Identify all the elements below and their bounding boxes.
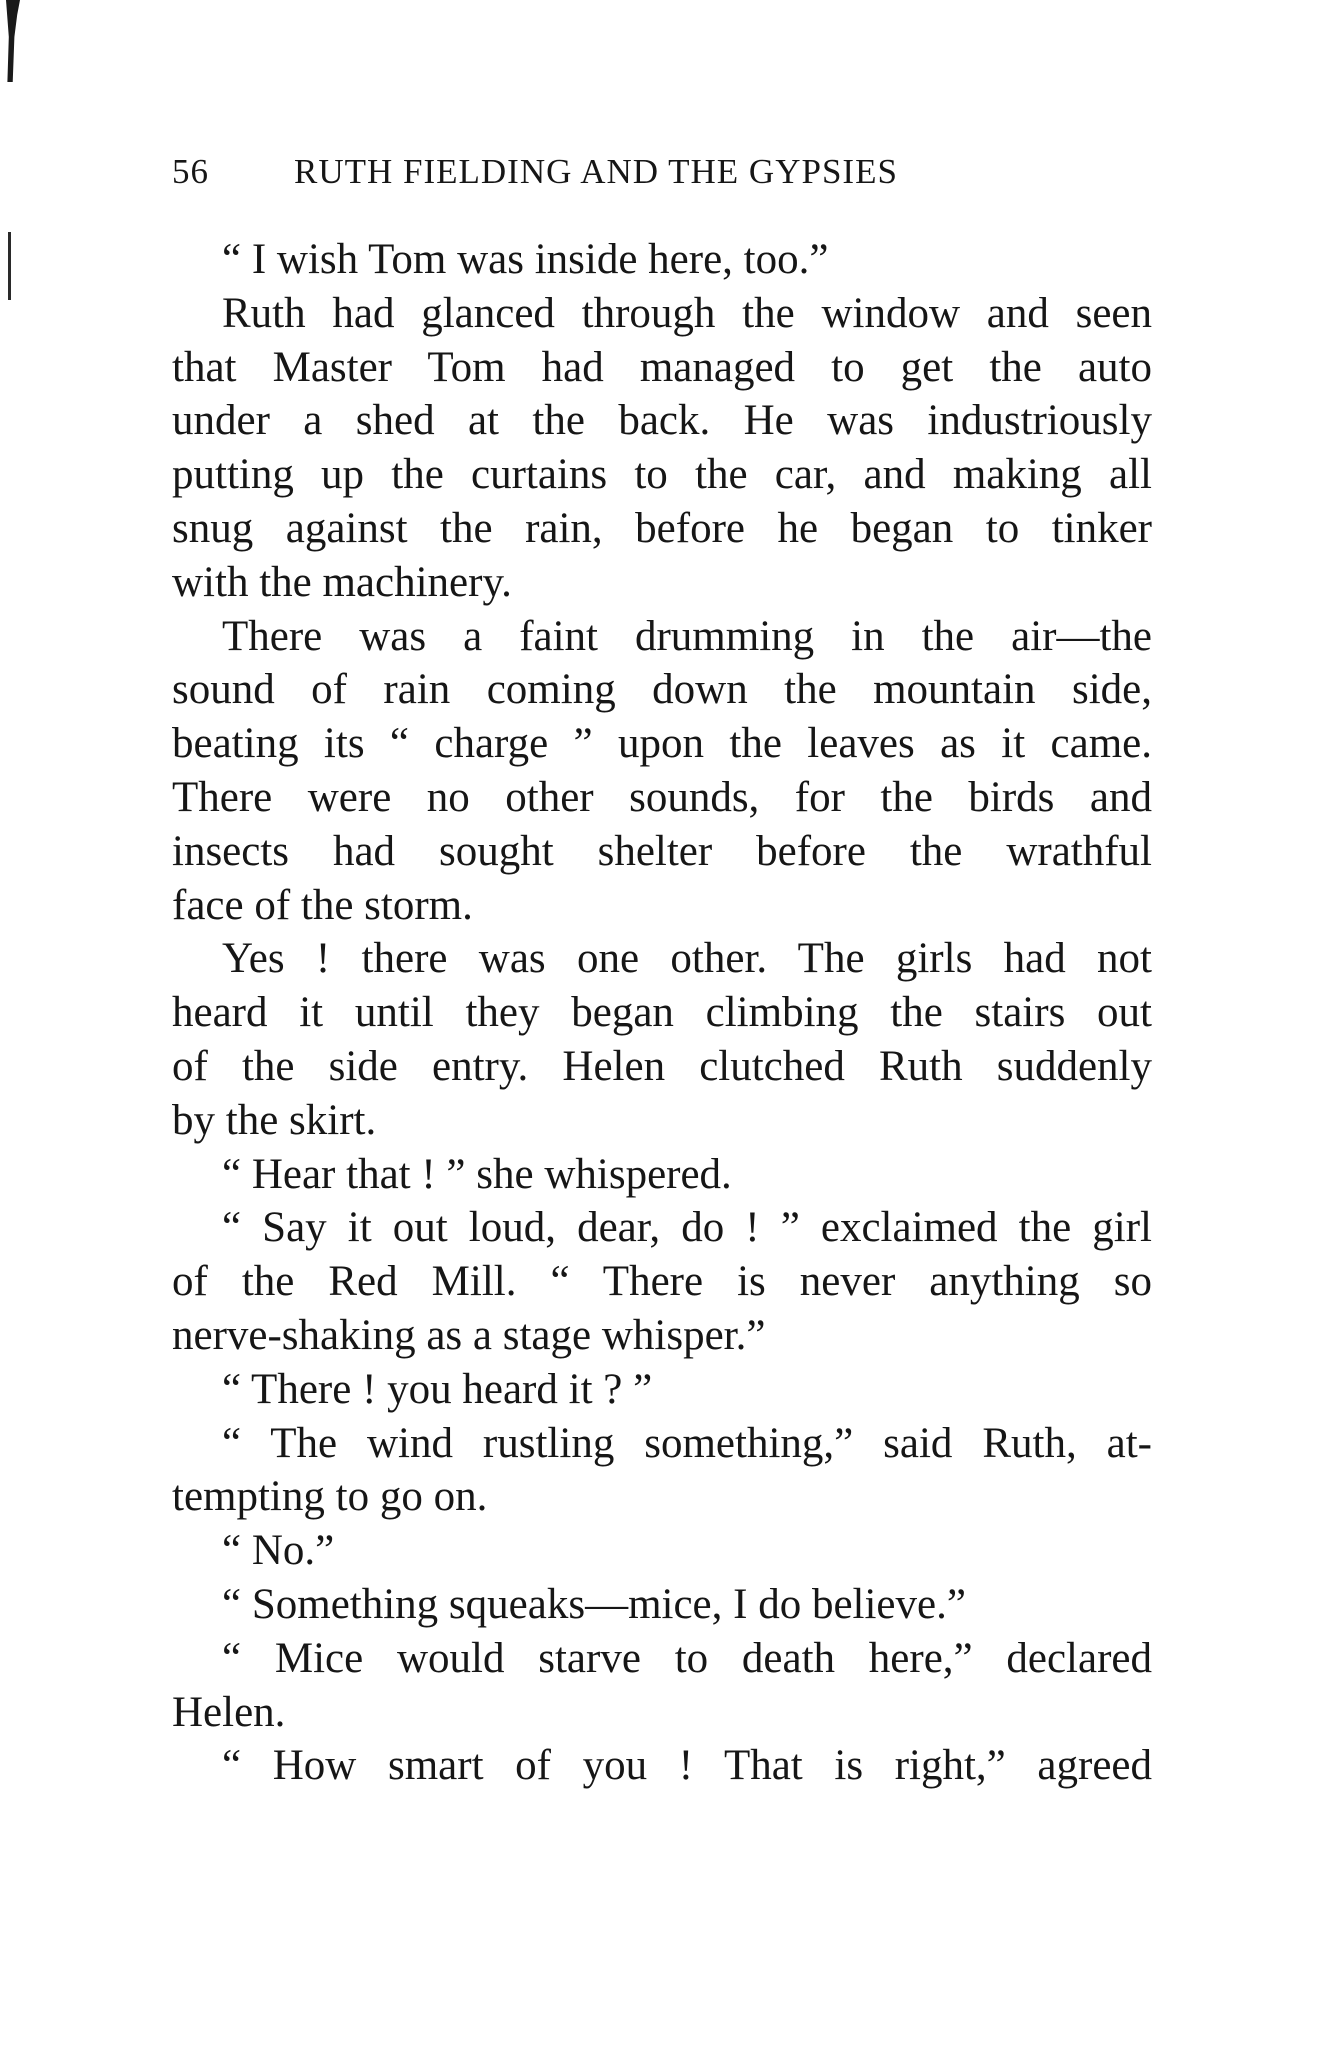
text-line: under a shed at the back. He was industriously	[172, 397, 1152, 445]
page-header	[172, 152, 1152, 202]
text-line: face of the storm.	[172, 881, 473, 929]
text-line: Yes ! there was one other. The girls had not	[222, 935, 1152, 983]
text-line: “ Say it out loud, dear, do ! ” exclaimed the girl	[222, 1204, 1152, 1252]
text-line: “ The wind rustling something,” said Ruth, at-	[222, 1419, 1152, 1467]
text-line: “ How smart of you ! That is right,” agreed	[222, 1742, 1152, 1790]
text-line: nerve-shaking as a stage whisper.”	[172, 1311, 766, 1359]
page-number: 56	[172, 152, 209, 191]
text-line: of the side entry. Helen clutched Ruth suddenly	[172, 1042, 1152, 1090]
text-line: “ Mice would starve to death here,” declared	[222, 1634, 1152, 1682]
text-line: beating its “ charge ” upon the leaves as it came.	[172, 720, 1152, 768]
text-line: “ I wish Tom was inside here, too.”	[222, 236, 829, 283]
text-line: Helen.	[172, 1688, 286, 1736]
text-line: with the machinery.	[172, 558, 512, 606]
text-line: that Master Tom had managed to get the auto	[172, 343, 1152, 391]
page-corner-mark	[6, 0, 20, 82]
text-line: “ Hear that ! ” she whispered.	[222, 1150, 732, 1198]
text-line: by the skirt.	[172, 1096, 377, 1144]
text-line: tempting to go on.	[172, 1473, 488, 1521]
text-line: heard it until they began climbing the stairs out	[172, 989, 1152, 1037]
margin-edge-mark	[8, 232, 11, 300]
text-line: Ruth had glanced through the window and seen	[222, 289, 1152, 337]
text-line: “ There ! you heard it ? ”	[222, 1365, 653, 1413]
text-line: There was a faint drumming in the air—the	[222, 612, 1152, 660]
text-line: There were no other sounds, for the birds and	[172, 773, 1152, 821]
text-line: sound of rain coming down the mountain side,	[172, 666, 1152, 714]
body-text	[172, 233, 1152, 1793]
text-line: insects had sought shelter before the wrathful	[172, 827, 1152, 875]
text-line: “ No.”	[222, 1527, 335, 1575]
text-line: of the Red Mill. “ There is never anything so	[172, 1258, 1152, 1306]
text-line: snug against the rain, before he began to tinker	[172, 504, 1152, 552]
text-line: putting up the curtains to the car, and making all	[172, 451, 1152, 499]
text-line: “ Something squeaks—mice, I do believe.”	[222, 1580, 966, 1628]
running-title: RUTH FIELDING AND THE GYPSIES	[294, 152, 898, 191]
